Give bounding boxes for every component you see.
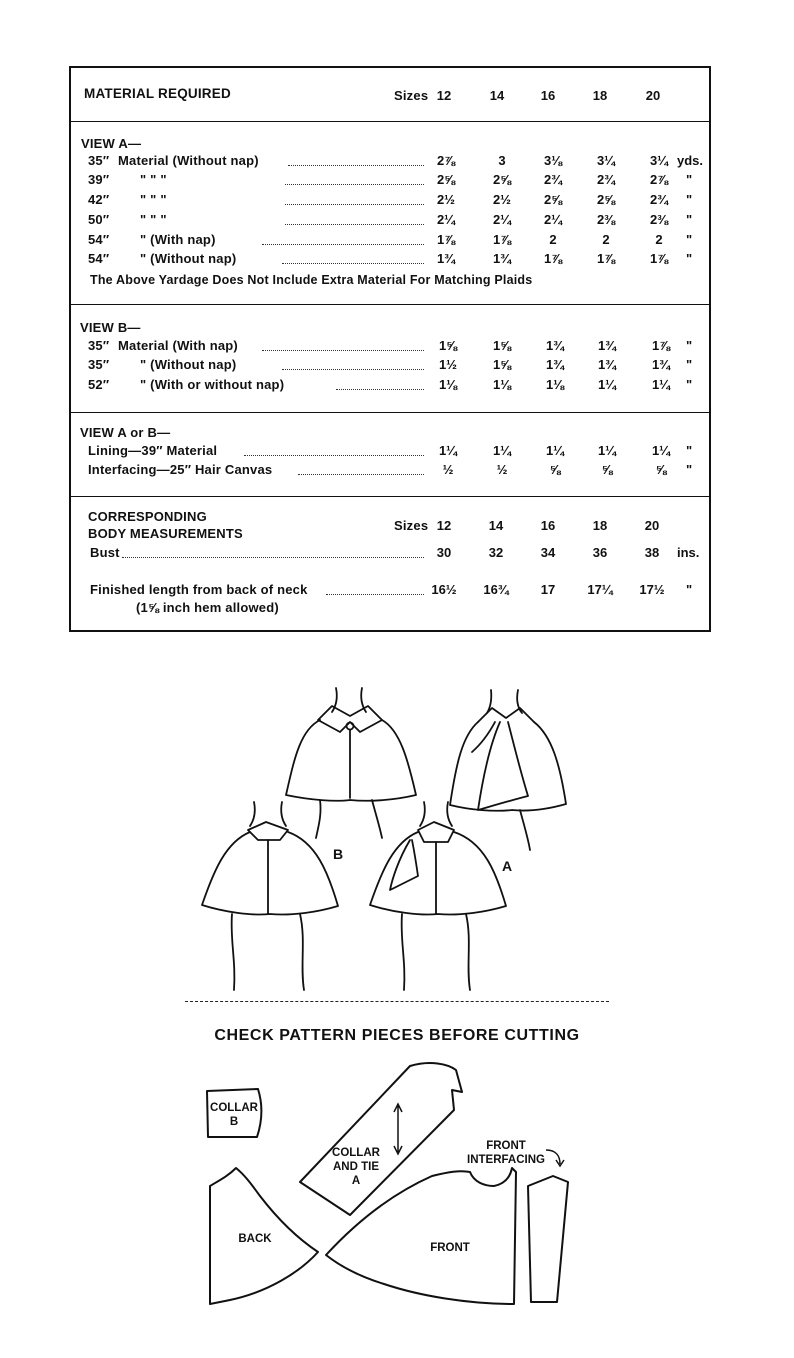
value-cell: 2¼ <box>543 212 563 227</box>
back-label: BACK <box>238 1233 272 1245</box>
view-a-back-figure <box>370 802 506 990</box>
value-cell: 1⅝ <box>492 357 512 372</box>
value-cell: 1⅞ <box>596 251 616 266</box>
unit-label: " <box>686 212 693 227</box>
pattern-caption: CHECK PATTERN PIECES BEFORE CUTTING <box>214 1027 580 1044</box>
label-line: INTERFACING <box>467 1154 545 1166</box>
value-cell: ⅝ <box>601 462 613 477</box>
row-desc: " " " <box>140 192 167 207</box>
value-cell: 30 <box>436 545 452 560</box>
unit-label: " <box>686 251 693 266</box>
size-header: 12 <box>436 518 452 533</box>
unit-label: " <box>686 582 693 597</box>
size-header: 20 <box>645 88 661 103</box>
value-cell: 1⅞ <box>651 338 671 353</box>
value-cell: 2⅞ <box>649 172 669 187</box>
unit-label: yds. <box>677 153 704 168</box>
value-cell: 1¼ <box>651 377 671 392</box>
label-line: COLLAR <box>210 1102 258 1114</box>
value-cell: 1⅝ <box>492 338 512 353</box>
unit-label: " <box>686 232 693 247</box>
view-a-heading: VIEW A— <box>81 136 142 151</box>
value-cell: 1¾ <box>436 251 456 266</box>
value-cell: ½ <box>442 462 454 477</box>
front-label: FRONT <box>430 1242 470 1254</box>
row-width: 35″ <box>88 357 110 372</box>
hem-note: (1⅝ inch hem allowed) <box>136 600 279 615</box>
collar-b-label <box>206 1101 262 1129</box>
value-cell: 1¾ <box>545 357 565 372</box>
value-cell: 1⅛ <box>438 377 458 392</box>
size-header: 14 <box>489 88 505 103</box>
body-heading-line2: BODY MEASUREMENTS <box>88 526 243 541</box>
value-cell: 2¾ <box>596 172 616 187</box>
row-label: Finished length from back of neck <box>90 582 308 597</box>
value-cell: 34 <box>540 545 556 560</box>
size-header: 18 <box>592 88 608 103</box>
value-cell: 2⅝ <box>596 192 616 207</box>
value-cell: 1⅞ <box>543 251 563 266</box>
body-heading-line1: CORRESPONDING <box>88 509 207 524</box>
unit-label: " <box>686 462 693 477</box>
unit-label: " <box>686 172 693 187</box>
value-cell: 1¾ <box>597 357 617 372</box>
row-desc: Material (Without nap) <box>118 153 259 168</box>
view-a-label: A <box>502 858 513 874</box>
value-cell: 36 <box>592 545 608 560</box>
table-title: MATERIAL REQUIRED <box>84 86 231 101</box>
value-cell: ½ <box>496 462 508 477</box>
value-cell: 2⅜ <box>649 212 669 227</box>
front-piece <box>326 1168 516 1304</box>
size-header: 12 <box>436 88 452 103</box>
label-line: A <box>351 1175 361 1187</box>
value-cell: 2⅝ <box>436 172 456 187</box>
value-cell: 3¼ <box>596 153 616 168</box>
size-header: 14 <box>488 518 504 533</box>
value-cell: 17 <box>540 582 556 597</box>
row-desc: " (Without nap) <box>140 357 237 372</box>
row-width: 52″ <box>88 377 110 392</box>
unit-label: " <box>686 377 693 392</box>
row-width: 54″ <box>88 251 110 266</box>
value-cell: 38 <box>644 545 660 560</box>
unit-label: " <box>686 338 693 353</box>
value-cell: 1⅞ <box>436 232 456 247</box>
pattern-pieces <box>0 1040 794 1358</box>
size-header: 16 <box>540 518 556 533</box>
label-line: COLLAR <box>332 1147 380 1159</box>
view-ab-heading: VIEW A or B— <box>80 425 171 440</box>
value-cell: 2⅝ <box>543 192 563 207</box>
value-cell: 2¼ <box>492 212 512 227</box>
label-line: B <box>229 1116 239 1128</box>
value-cell: 1⅛ <box>492 377 512 392</box>
value-cell: 1⅝ <box>438 338 458 353</box>
size-header: 18 <box>592 518 608 533</box>
view-b-front-figure <box>286 688 416 838</box>
value-cell: 2⅝ <box>492 172 512 187</box>
row-width: 42″ <box>88 192 110 207</box>
front-interfacing-piece <box>528 1176 568 1302</box>
section-divider <box>185 1001 609 1002</box>
value-cell: 2½ <box>436 192 456 207</box>
row-label: Bust <box>90 545 120 560</box>
value-cell: 2⅞ <box>436 153 456 168</box>
sizes-label: Sizes <box>394 88 429 103</box>
row-width: 35″ <box>88 338 110 353</box>
collar-tie-label <box>323 1146 389 1188</box>
value-cell: 1½ <box>438 357 458 372</box>
row-width: 54″ <box>88 232 110 247</box>
row-desc: " (With nap) <box>140 232 216 247</box>
value-cell: ⅝ <box>549 462 561 477</box>
front-interfacing-label <box>458 1139 554 1167</box>
value-cell: ⅝ <box>655 462 667 477</box>
row-desc: " (With or without nap) <box>140 377 285 392</box>
value-cell: 2½ <box>492 192 512 207</box>
value-cell: 1¼ <box>545 443 565 458</box>
value-cell: 1⅛ <box>545 377 565 392</box>
label-line: FRONT <box>486 1140 526 1152</box>
label-line: AND TIE <box>333 1161 379 1173</box>
row-width: 50″ <box>88 212 110 227</box>
value-cell: 2 <box>549 232 557 247</box>
view-b-heading: VIEW B— <box>80 320 141 335</box>
row-desc: " " " <box>140 212 167 227</box>
value-cell: 17¼ <box>587 582 613 597</box>
row-width: 39″ <box>88 172 110 187</box>
value-cell: 2¼ <box>436 212 456 227</box>
value-cell: 2¾ <box>543 172 563 187</box>
value-cell: 2⅜ <box>596 212 616 227</box>
unit-label: " <box>686 443 693 458</box>
plaid-note: The Above Yardage Does Not Include Extra Material For Matching Plaids <box>90 273 533 287</box>
value-cell: 1¼ <box>597 377 617 392</box>
value-cell: 1¼ <box>651 443 671 458</box>
value-cell: 2 <box>602 232 610 247</box>
row-width: 35″ <box>88 153 110 168</box>
value-cell: 1¾ <box>597 338 617 353</box>
size-header: 16 <box>540 88 556 103</box>
unit-label: " <box>686 357 693 372</box>
unit-label: ins. <box>677 545 700 560</box>
value-cell: 1¾ <box>492 251 512 266</box>
value-cell: 1¾ <box>545 338 565 353</box>
unit-label: " <box>686 192 693 207</box>
value-cell: 1⅞ <box>649 251 669 266</box>
value-cell: 1⅞ <box>492 232 512 247</box>
value-cell: 1¾ <box>651 357 671 372</box>
value-cell: 1¼ <box>438 443 458 458</box>
row-desc: Material (With nap) <box>118 338 238 353</box>
value-cell: 1¼ <box>597 443 617 458</box>
value-cell: 1¼ <box>492 443 512 458</box>
view-b-label: B <box>333 846 344 862</box>
value-cell: 32 <box>488 545 504 560</box>
value-cell: 16¾ <box>483 582 509 597</box>
value-cell: 3 <box>498 153 506 168</box>
sizes-label: Sizes <box>394 518 429 533</box>
row-label: Lining—39″ Material <box>88 443 218 458</box>
row-desc: " " " <box>140 172 167 187</box>
value-cell: 17½ <box>639 582 665 597</box>
view-a-front-figure <box>450 690 566 850</box>
row-desc: " (Without nap) <box>140 251 237 266</box>
grainline-arrow <box>394 1104 402 1154</box>
row-label: Interfacing—25″ Hair Canvas <box>88 462 273 477</box>
value-cell: 3⅛ <box>543 153 563 168</box>
collar-tie-piece <box>300 1063 462 1215</box>
value-cell: 2 <box>655 232 663 247</box>
value-cell: 16½ <box>431 582 457 597</box>
size-header: 20 <box>644 518 660 533</box>
value-cell: 2¾ <box>649 192 669 207</box>
value-cell: 3¼ <box>649 153 669 168</box>
